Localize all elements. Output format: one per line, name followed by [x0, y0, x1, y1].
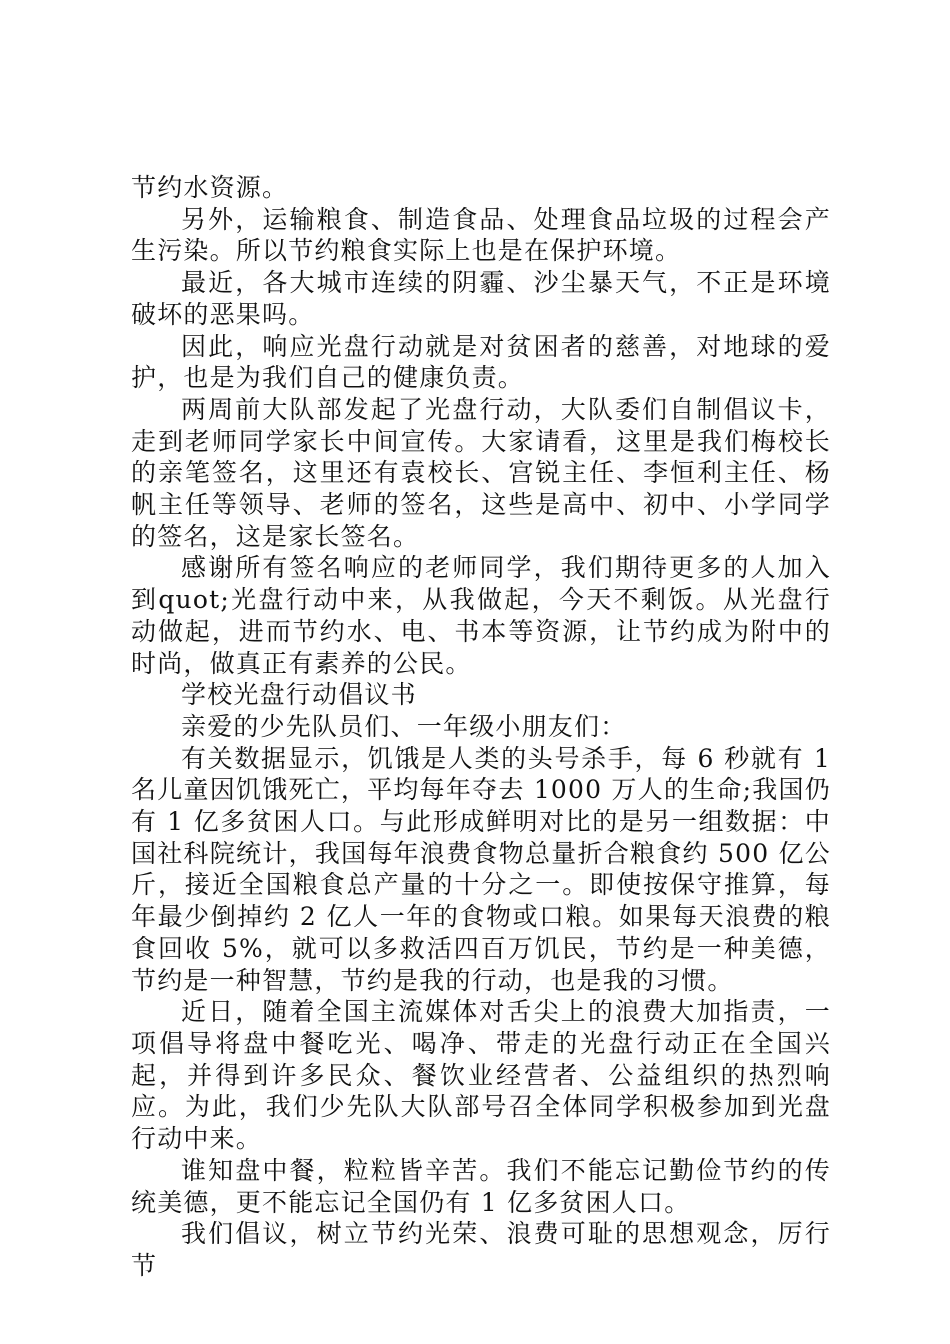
salutation: 亲爱的少先队员们、一年级小朋友们： — [181, 711, 627, 741]
paragraph-3: 最近，各大城市连续的阴霾、沙尘暴天气，不正是环境破坏的恶果吗。 — [131, 268, 831, 329]
paragraph-12: 我们倡议，树立节约光荣、浪费可耻的思想观念，厉行节 — [131, 1219, 831, 1280]
paragraph-6: 感谢所有签名响应的老师同学，我们期待更多的人加入到quot;光盘行动中来，从我做起，今天不剩饭。从光盘行动做起，进而节约水、电、书本等资源，让节约成为附中的时尚，做真正有素养的公民。 — [131, 553, 831, 678]
paragraph-10: 近日，随着全国主流媒体对舌尖上的浪费大加指责，一项倡导将盘中餐吃光、喝净、带走的光盘行动正在全国兴起，并得到许多民众、餐饮业经营者、公益组织的热烈响应。为此，我们少先队大队部号召全体同学积极参加到光盘行动中来。 — [131, 997, 831, 1154]
paragraph-5: 两周前大队部发起了光盘行动，大队委们自制倡议卡，走到老师同学家长中间宣传。大家请看，这里是我们梅校长的亲笔签名，这里还有袁校长、宫锐主任、李恒利主任、杨帆主任等领导、老师的签名，这些是高中、初中、小学同学的签名，这是家长签名。 — [131, 394, 831, 551]
section-title: 学校光盘行动倡议书 — [181, 680, 417, 710]
paragraph-11: 谁知盘中餐，粒粒皆辛苦。我们不能忘记勤俭节约的传统美德，更不能忘记全国仍有 1 亿多贫困人口。 — [131, 1155, 831, 1217]
paragraph-4: 因此，响应光盘行动就是对贫困者的慈善，对地球的爱护，也是为我们自己的健康负责。 — [131, 331, 831, 393]
paragraph-2: 另外，运输粮食、制造食品、处理食品垃圾的过程会产生污染。所以节约粮食实际上也是在保护环境。 — [131, 204, 831, 266]
paragraph-1: 节约水资源。 — [131, 173, 289, 202]
paragraph-9: 有关数据显示，饥饿是人类的头号杀手，每 6 秒就有 1 名儿童因饥饿死亡，平均每年夺去 1000 万人的生命;我国仍有 1 亿多贫困人口。与此形成鲜明对比的是另一组数据：中国社科院统计，我国每年浪费食物总量折合粮食约 500 亿公斤，接近全国粮食总产量的十分之一。即使按保守推算，每年最少倒掉约 2 亿人一年的食物或口粮。如果每天浪费的粮食回收 5%，就可以多救活四百万饥民，节约是一种美德，节约是一种智慧，节约是我的行动，也是我的习惯。 — [131, 743, 831, 995]
document-body — [131, 172, 831, 1282]
